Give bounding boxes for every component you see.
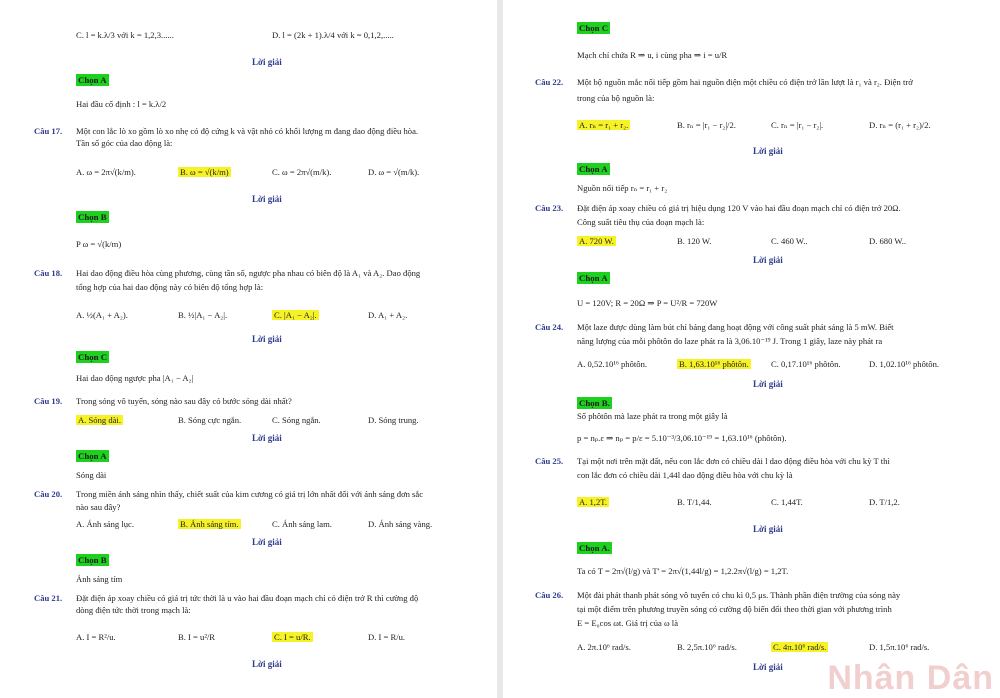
solution-text: Hai đầu cố định : l = k.λ/2 [76,99,167,109]
solution-heading: Lời giải [753,662,783,672]
answer-highlight: A. 1,2T. [579,497,608,507]
solution-text: Mạch chỉ chứa R ⇒ u, i cùng pha ⇒ i = u/R [577,50,728,60]
option-b: B. I = u²/R [178,632,216,642]
option-d: D. 1,5π.10⁶ rad/s. [869,642,930,652]
page-left [0,0,497,698]
option-a: A. 0,52.10¹⁶ phôtôn. [577,359,648,369]
answer-highlight: B. Ánh sáng tím. [180,519,239,529]
option-d: D. rₙ = (r₁ + r₂)/2. [869,120,931,130]
solution-text: Số phôtôn mà laze phát ra trong một giây là [577,411,728,421]
option-d: D. T/1,2. [869,497,900,507]
option-b: B. 2,5π.10⁶ rad/s. [677,642,737,652]
c16-option-c: C. l = k.λ/3 với k = 1,2,3...... [76,30,174,40]
solution-heading: Lời giải [252,334,282,344]
solution-text: Ánh sáng tím [76,574,123,584]
answer-highlight: A. Sóng dài. [78,415,121,425]
option-a-correct [577,497,609,508]
question-number: Câu 19. [34,396,63,406]
solution-heading: Lời giải [252,194,282,204]
question-text: Một đài phát thanh phát sóng vô tuyến có chu kì 0,5 μs. Thành phần điện trường của sóng này [577,590,901,600]
question-number: Câu 21. [34,593,63,603]
answer-tag: Chọn A [78,451,107,461]
c16-option-d: D. l = (2k + 1).λ/4 với k = 0,1,2,..... [272,30,394,40]
option-c-correct [771,642,828,653]
question-text: tổng hợp của hai dao động này có biên độ tổng hợp là: [76,282,264,292]
solution-heading: Lời giải [252,57,282,67]
solution-text: Hai dao động ngược pha |A₁ − A₂| [76,373,194,383]
question-number: Câu 22. [535,77,564,87]
solution-heading: Lời giải [252,659,282,669]
option-b: B. rₙ = |r₁ − r₂|/2. [677,120,736,130]
question-text: Một con lắc lò xo gồm lò xo nhẹ có độ cứng k và vật nhỏ có khối lượng m đang dao động điều hòa. [76,126,419,136]
option-d: D. A₁ + A₂. [368,310,408,320]
question-text: con lắc đơn có chiều dài 1,44l dao động điều hòa với chu kỳ là [577,470,793,480]
solution-heading: Lời giải [252,537,282,547]
answer-tag: Chọn C [579,23,609,33]
answer-highlight: B. 1,63.10¹⁶ phôtôn. [679,359,749,369]
solution-formula: Ta có T = 2π√(l/g) và T' = 2π√(1,44l/g) = 1,2.2π√(l/g) = 1,2T. [577,566,789,576]
option-d: D. I = R/u. [368,632,406,642]
question-number: Câu 24. [535,322,564,332]
question-text: Một laze được dùng làm bút chỉ bảng đang hoạt động với công suất phát sáng là 5 mW. Biết [577,322,894,332]
question-text: Một bộ nguồn mắc nối tiếp gồm hai nguồn điện một chiều có điện trở lần lượt là r₁ và r₂. Điện trở [577,77,913,87]
answer-tag: Chọn A [579,273,608,283]
option-b-correct [178,167,231,178]
option-c: C. 460 W.. [771,236,808,246]
answer-highlight: A. rₙ = r₁ + r₂. [579,120,629,130]
option-a: A. I = R²/u. [76,632,116,642]
question-text: Đặt điện áp xoay chiều có giá trị tức thời là u vào hai đầu đoạn mạch chỉ có điện trở R thì cường độ [76,593,419,603]
solution-formula: p = nₚ.ε ⇒ nₚ = p/ε = 5.10⁻³/3,06.10⁻¹⁹ = 1,63.10¹⁶ (phôtôn). [577,433,787,443]
question-number: Câu 26. [535,590,564,600]
option-a: A. 2π.10⁶ rad/s. [577,642,631,652]
option-a-correct [76,415,123,426]
answer-tag: Chọn B [78,555,107,565]
answer-highlight: A. 720 W. [579,236,614,246]
option-d: D. 1,02.10¹⁶ phôtôn. [869,359,940,369]
answer-highlight: C. |A₁ − A₂|. [274,310,317,320]
solution-text: Nguồn nối tiếp rₙ = r₁ + r₂ [577,183,668,193]
solution-heading: Lời giải [753,255,783,265]
answer-highlight: C. I = u/R. [274,632,311,642]
question-text: dòng điện tức thời trong mạch là: [76,605,191,615]
option-c: C. ω = 2π√(m/k). [272,167,332,177]
option-a: A. ½(A₁ + A₂). [76,310,128,320]
answer-tag: Chọn B [78,212,107,222]
answer-tag: Chọn A [579,164,608,174]
question-number: Câu 17. [34,126,63,136]
option-a: A. ω = 2π√(k/m). [76,167,136,177]
answer-tag: Chọn C [78,352,108,362]
question-text: Đặt điện áp xoay chiều có giá trị hiệu dụng 120 V vào hai đầu đoạn mạch chỉ có điện trở 20Ω. [577,203,901,213]
option-c-correct [272,310,319,321]
answer-tag: Chọn A. [579,543,610,553]
option-b-correct [178,519,241,530]
option-a-correct [577,236,616,247]
option-c: C. Sóng ngắn. [272,415,321,425]
answer-tag: Chọn B. [579,398,610,408]
question-text: E = E₀cos ωt. Giá trị của ω là [577,618,679,628]
answer-tag: Chọn A [78,75,107,85]
question-text: trong của bộ nguồn là: [577,93,655,103]
answer-highlight: B. ω = √(k/m) [180,167,229,177]
solution-heading: Lời giải [753,379,783,389]
question-text: Trong miền ánh sáng nhìn thấy, chiết suất của kim cương có giá trị lớn nhất đối với ánh sáng đơn sắc [76,489,424,499]
option-c: C. rₙ = |r₁ − r₂|. [771,120,824,130]
option-b: B. Sóng cực ngắn. [178,415,242,425]
question-text: Công suất tiêu thụ của đoạn mạch là: [577,217,705,227]
option-b-correct [677,359,751,370]
question-text: năng lượng của mỗi phôtôn do laze phát ra là 3,06.10⁻¹⁹ J. Trong 1 giây, laze này phát ra [577,336,883,346]
solution-heading: Lời giải [252,433,282,443]
question-number: Câu 20. [34,489,63,499]
question-text: Tần số góc của dao động là: [76,138,173,148]
answer-highlight: C. 4π.10⁶ rad/s. [773,642,827,652]
option-c: C. Ánh sáng lam. [272,519,332,529]
page-right [503,0,1000,698]
question-number: Câu 23. [535,203,564,213]
question-text: Hai dao động điều hòa cùng phương, cùng tần số, ngược pha nhau có biên độ là A₁ và A₂. Dao động [76,268,421,278]
option-b: B. ½|A₁ − A₂|. [178,310,228,320]
question-text: tại một điểm trên phương truyền sóng có cường độ biến đổi theo thời gian với phương trình [577,604,892,614]
option-b: B. 120 W. [677,236,712,246]
solution-heading: Lời giải [753,524,783,534]
option-d: D. ω = √(m/k). [368,167,420,177]
solution-text: P ω = √(k/m) [76,239,122,249]
option-c: C. 1,44T. [771,497,803,507]
option-a-correct [577,120,630,131]
question-text: Trong sóng vô tuyến, sóng nào sau đây có bước sóng dài nhất? [76,396,292,406]
question-text: Tại một nơi trên mặt đất, nếu con lắc đơn có chiều dài l dao động điều hòa với chu kỳ T thì [577,456,890,466]
question-text: nào sau đây? [76,502,121,512]
option-d: D. Sóng trung. [368,415,419,425]
option-c-correct [272,632,313,643]
option-d: D. Ánh sáng vàng. [368,519,433,529]
solution-text: U = 120V; R = 20Ω ⇒ P = U²/R = 720W [577,298,718,308]
solution-text: Sóng dài [76,470,107,480]
question-number: Câu 18. [34,268,63,278]
option-a: A. Ánh sáng lục. [76,519,134,529]
watermark-logo: Nhân Dân [827,659,994,697]
option-b: B. T/1,44. [677,497,712,507]
solution-heading: Lời giải [753,146,783,156]
option-d: D. 680 W.. [869,236,907,246]
option-c: C. 0,17.10¹⁶ phôtôn. [771,359,841,369]
question-number: Câu 25. [535,456,564,466]
